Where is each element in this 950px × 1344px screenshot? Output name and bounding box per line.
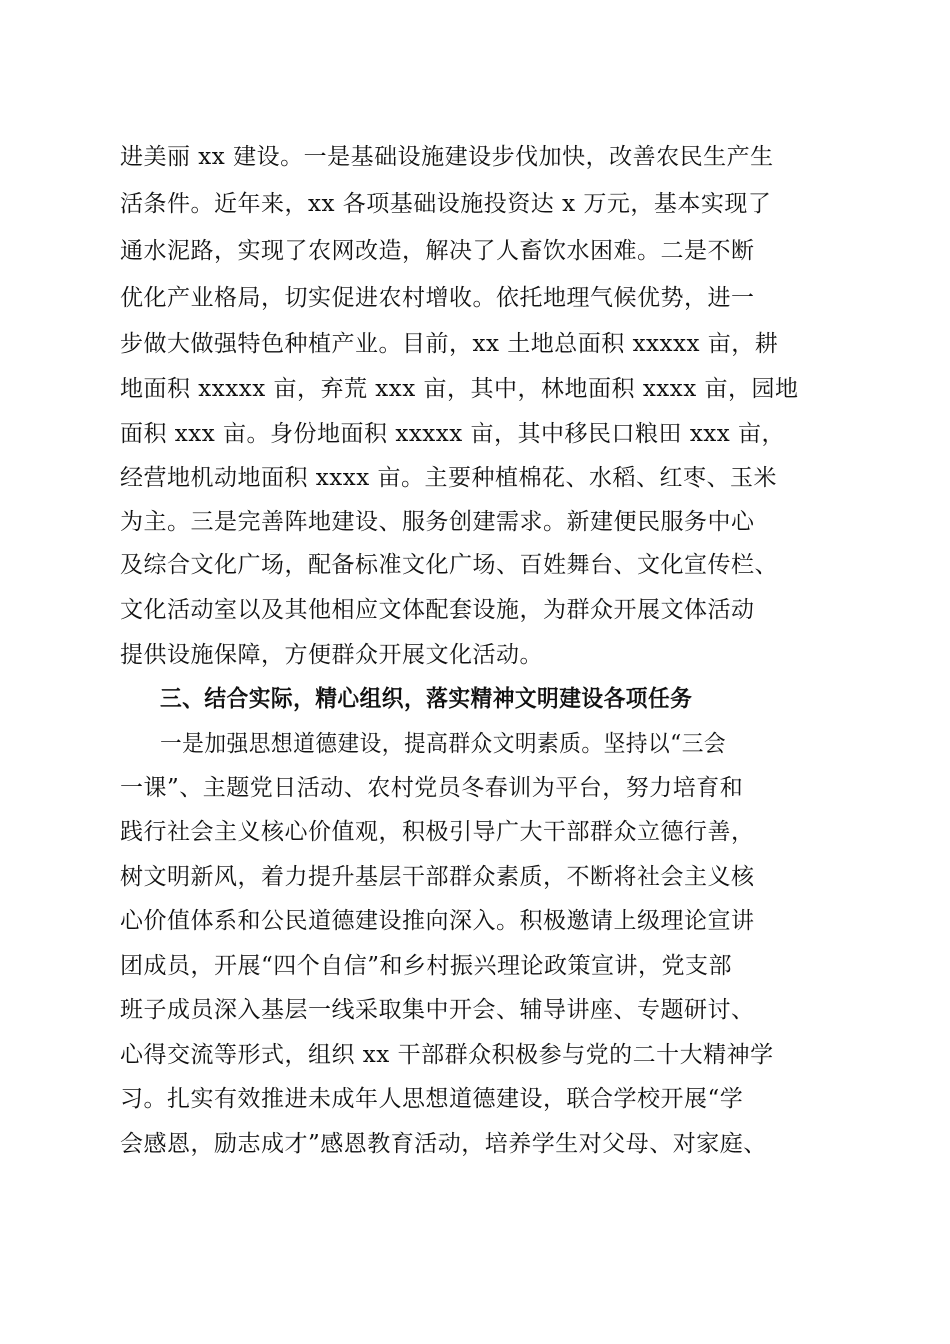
paragraph-1-line-8: 经营地机动地面积 xxxx 亩。主要种植棉花、水稻、红枣、玉米: [120, 465, 778, 491]
paragraph-1-line-2: 活条件。近年来，xx 各项基础设施投资达 x 万元，基本实现了: [120, 191, 772, 217]
paragraph-2-line-7: 班子成员深入基层一线采取集中开会、辅导讲座、专题研讨、: [120, 997, 755, 1023]
paragraph-2-line-10: 会感恩，励志成才”感恩教育活动，培养学生对父母、对家庭、: [120, 1131, 767, 1157]
paragraph-2-line-4: 树文明新风，着力提升基层干部群众素质，不断将社会主义核: [120, 864, 755, 890]
paragraph-2-line-8: 心得交流等形式，组织 xx 干部群众积极参与党的二十大精神学: [120, 1042, 774, 1068]
paragraph-1-line-9: 为主。三是完善阵地建设、服务创建需求。新建便民服务中心: [120, 509, 755, 535]
section-3-heading: 三、结合实际，精心组织，落实精神文明建设各项任务: [160, 686, 693, 712]
paragraph-1-line-6: 地面积 xxxxx 亩，弃荒 xxx 亩，其中，林地面积 xxxx 亩，园地: [120, 376, 799, 402]
paragraph-2-line-1: 一是加强思想道德建设，提高群众文明素质。坚持以“三会: [160, 731, 727, 757]
paragraph-1-line-1: 进美丽 xx 建设。一是基础设施建设步伐加快，改善农民生产生: [120, 144, 774, 170]
paragraph-1-line-5: 步做大做强特色种植产业。目前，xx 土地总面积 xxxxx 亩，耕: [120, 331, 779, 357]
paragraph-1-line-11: 文化活动室以及其他相应文体配套设施，为群众开展文体活动: [120, 597, 755, 623]
paragraph-2-line-6: 团成员，开展“四个自信”和乡村振兴理论政策宣讲，党支部: [120, 953, 733, 979]
paragraph-1-line-4: 优化产业格局，切实促进农村增收。依托地理气候优势，进一: [120, 285, 755, 311]
paragraph-1-line-7: 面积 xxx 亩。身份地面积 xxxxx 亩，其中移民口粮田 xxx 亩，: [120, 421, 786, 447]
paragraph-2-line-5: 心价值体系和公民道德建设推向深入。积极邀请上级理论宣讲: [120, 908, 755, 934]
paragraph-1-line-3: 通水泥路，实现了农网改造，解决了人畜饮水困难。二是不断: [120, 238, 755, 264]
paragraph-2-line-9: 习。扎实有效推进未成年人思想道德建设，联合学校开展“学: [120, 1086, 744, 1112]
paragraph-2-line-3: 践行社会主义核心价值观，积极引导广大干部群众立德行善，: [120, 819, 755, 845]
paragraph-1-line-10: 及综合文化广场，配备标准文化广场、百姓舞台、文化宣传栏、: [120, 552, 778, 578]
paragraph-1-line-12: 提供设施保障，方便群众开展文化活动。: [120, 642, 543, 668]
paragraph-2-line-2: 一课”、主题党日活动、农村党员冬春训为平台，努力培育和: [120, 775, 744, 801]
